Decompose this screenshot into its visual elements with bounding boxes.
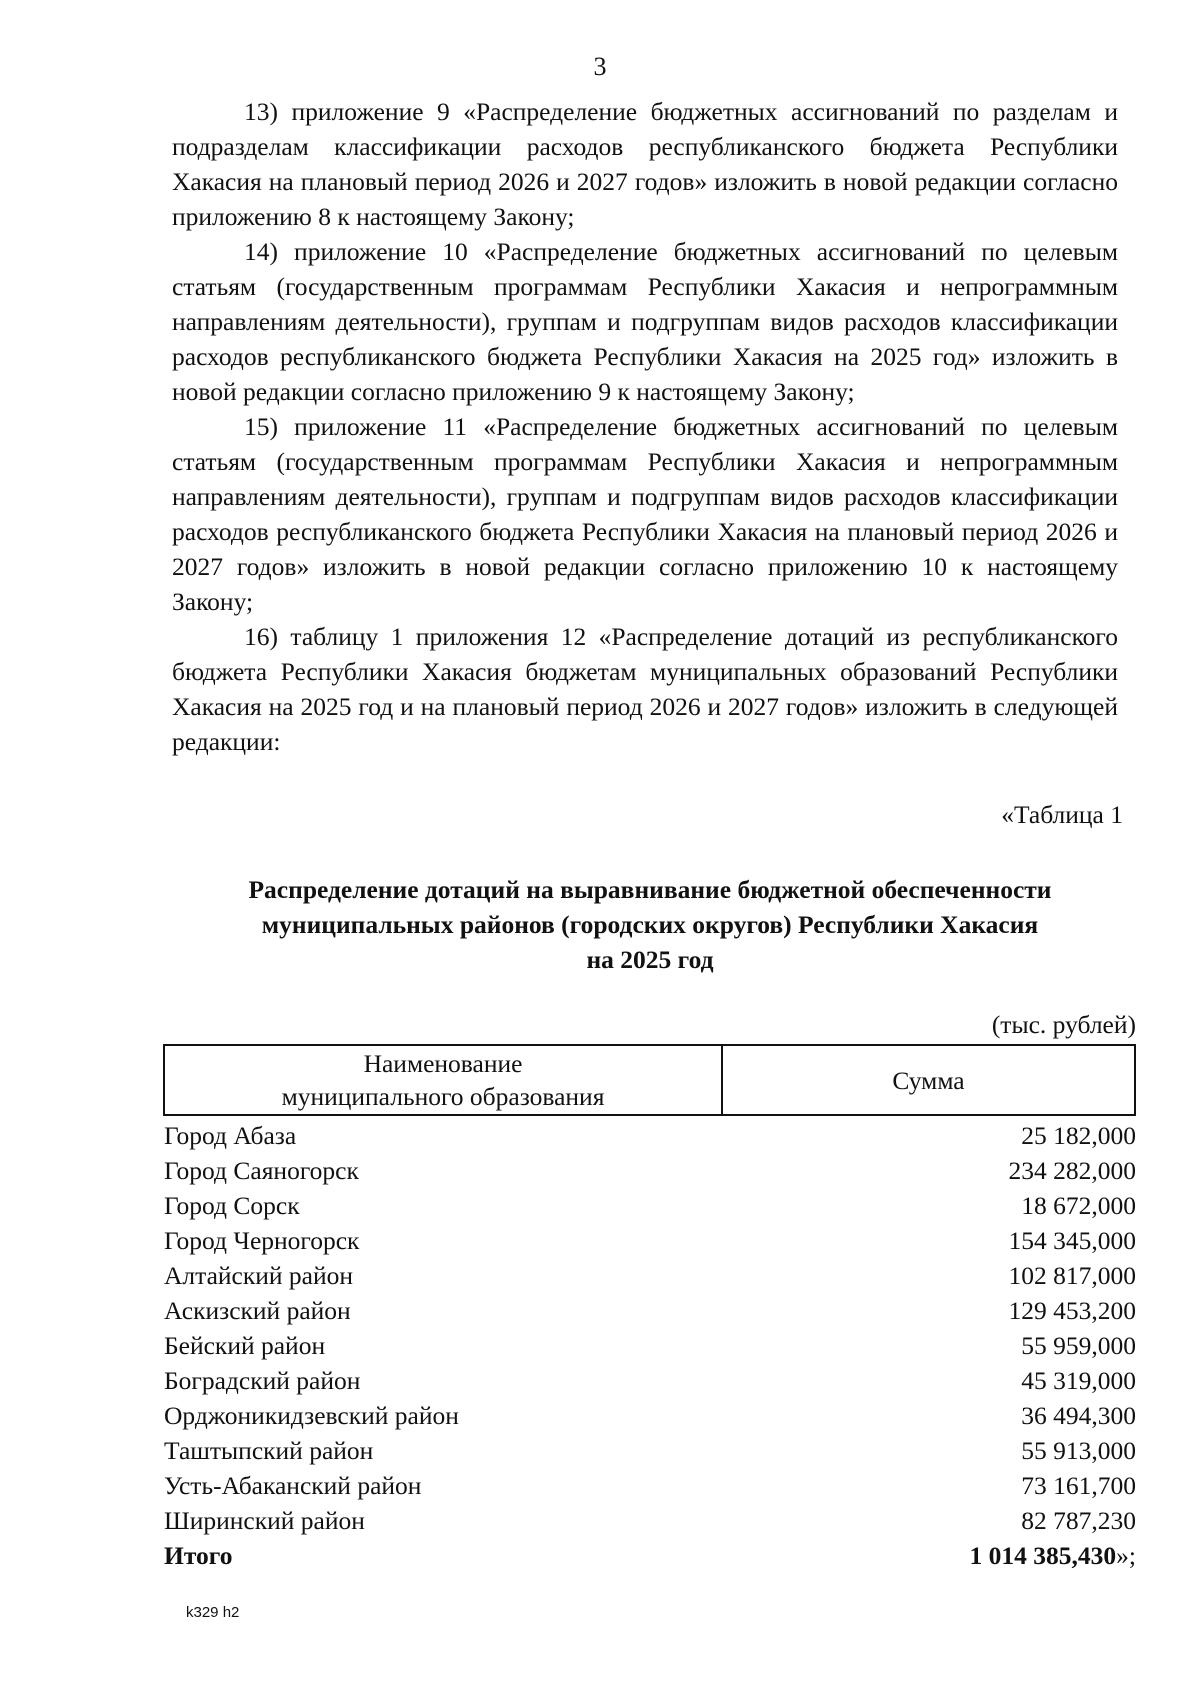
- row-name: Город Абаза: [164, 1121, 297, 1150]
- row-sum: 102 817,000: [1008, 1261, 1136, 1290]
- row-name: Город Черногорск: [164, 1226, 360, 1255]
- table-reference: «Таблица 1: [1001, 800, 1123, 829]
- table-row: [164, 1188, 1136, 1223]
- row-name: Ширинский район: [164, 1506, 365, 1535]
- table-row: [164, 1223, 1136, 1258]
- table-row: [164, 1468, 1136, 1503]
- row-sum: 73 161,700: [1021, 1471, 1136, 1500]
- row-name: Город Саяногорск: [164, 1156, 359, 1185]
- table-row: [164, 1258, 1136, 1293]
- page-number: 3: [593, 52, 607, 81]
- table-title-line-3: на 2025 год: [586, 945, 714, 974]
- total-sum-wrap: [970, 1538, 1136, 1573]
- row-name: Алтайский район: [164, 1261, 354, 1290]
- paragraph-13: 13) приложение 9 «Распределение бюджетных ассигнований по разделам и подразделам классификации расходов республиканского бюджета Республики Хакасия на плановый период 2026 и 2027 годов» изложить в новой редакции согласно приложению 8 к настоящему Закону;: [172, 97, 1118, 231]
- table-header: [163, 1044, 1136, 1116]
- table-row: [164, 1433, 1136, 1468]
- header-name-line-2: муниципального образования: [281, 1082, 605, 1111]
- body-text: [172, 94, 1118, 759]
- row-name: Таштыпский район: [164, 1436, 374, 1465]
- header-name-line-1: Наименование: [363, 1049, 523, 1078]
- row-sum: 55 959,000: [1021, 1331, 1136, 1360]
- table-title-line-2: муниципальных районов (городских округов) Республики Хакасия: [261, 910, 1039, 939]
- row-sum: 82 787,230: [1021, 1506, 1136, 1535]
- header-name-cell: [165, 1046, 723, 1114]
- paragraph-15: 15) приложение 11 «Распределение бюджетных ассигнований по целевым статьям (государственным программам Республики Хакасия и непрограммным направлениям деятельности), группам и подгруппам видов расходов классификации расходов республиканского бюджета Республики Хакасия на плановый период 2026 и 2027 годов» изложить в новой редакции согласно приложению 10 к настоящему Закону;: [172, 412, 1118, 616]
- row-sum: 234 282,000: [1008, 1156, 1136, 1185]
- row-sum: 154 345,000: [1008, 1226, 1136, 1255]
- row-sum: 45 319,000: [1021, 1366, 1136, 1395]
- paragraph-14: 14) приложение 10 «Распределение бюджетных ассигнований по целевым статьям (государственным программам Республики Хакасия и непрограммным направлениям деятельности), группам и подгруппам видов расходов классификации расходов республиканского бюджета Республики Хакасия на 2025 год» изложить в новой редакции согласно приложению 9 к настоящему Закону;: [172, 237, 1118, 406]
- table-total-row: [164, 1538, 1136, 1573]
- total-sum: 1 014 385,430: [969, 1541, 1117, 1570]
- row-sum: 18 672,000: [1021, 1191, 1136, 1220]
- header-sum-cell: Сумма: [892, 1065, 965, 1095]
- table-title-line-1: Распределение дотаций на выравнивание бюджетной обеспеченности: [248, 875, 1052, 904]
- row-name: Боградский район: [164, 1366, 361, 1395]
- row-sum: 129 453,200: [1008, 1296, 1136, 1325]
- row-sum: 55 913,000: [1021, 1436, 1136, 1465]
- row-sum: 36 494,300: [1021, 1401, 1136, 1430]
- footer-code: k329 h2: [186, 1604, 240, 1621]
- table-row: [164, 1363, 1136, 1398]
- table-row: [164, 1293, 1136, 1328]
- total-suffix: »;: [1116, 1541, 1136, 1570]
- paragraph-16: 16) таблицу 1 приложения 12 «Распределение дотаций из республиканского бюджета Республики Хакасия бюджетам муниципальных образований Республики Хакасия на 2025 год и на плановый период 2026 и 2027 годов» изложить в следующей редакции:: [172, 622, 1118, 756]
- row-name: Аскизский район: [164, 1296, 351, 1325]
- row-name: Город Сорск: [164, 1191, 300, 1220]
- table-title: [160, 872, 1140, 977]
- table-row: [164, 1328, 1136, 1363]
- table-units: (тыс. рублей): [991, 1010, 1136, 1039]
- row-sum: 25 182,000: [1021, 1121, 1136, 1150]
- table-row: [164, 1118, 1136, 1153]
- row-name: Орджоникидзевский район: [164, 1401, 459, 1430]
- table-row: [164, 1153, 1136, 1188]
- total-label: Итого: [164, 1541, 233, 1570]
- table-body: [164, 1118, 1136, 1573]
- table-row: [164, 1503, 1136, 1538]
- row-name: Усть-Абаканский район: [164, 1471, 422, 1500]
- table-row: [164, 1398, 1136, 1433]
- row-name: Бейский район: [164, 1331, 326, 1360]
